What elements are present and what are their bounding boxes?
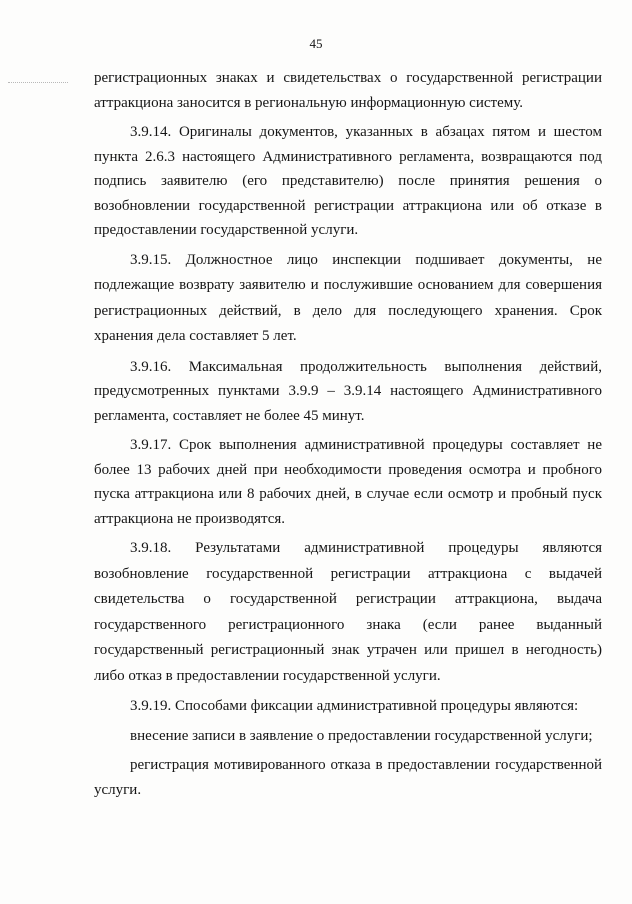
paragraph-continuation: регистрационных знаках и свидетельствах о государственной регистрации аттракциона заносится в региональную информационную систему. <box>94 70 602 111</box>
paragraph-3-9-14: 3.9.14. Оригиналы документов, указанных в абзацах пятом и шестом пункта 2.6.3 настоящего Административного регламента, возвращаются под подпись заявителю (его представителю) после принятия решения о возобновлении государственной регистрации аттракциона или об отказе в предоставлении государственной услуги. <box>94 124 602 238</box>
list-item-record-entry: внесение записи в заявление о предоставлении государственной услуги; <box>130 727 593 744</box>
scan-artifact <box>8 82 68 87</box>
list-item-refusal-registration: регистрация мотивированного отказа в предоставлении государственной услуги. <box>94 757 602 798</box>
paragraph-3-9-17: 3.9.17. Срок выполнения административной процедуры составляет не более 13 рабочих дней при необходимости проведения осмотра и пробного пуска аттракциона или 8 рабочих дней, в случае если осмотр и пробный пуск аттракциона не производятся. <box>94 437 602 527</box>
paragraph-3-9-15: 3.9.15. Должностное лицо инспекции подшивает документы, не подлежащие возврату заявителю и послужившие основанием для совершения регистрационных действий, в дело для последующего хранения. Срок хранения дела составляет 5 лет. <box>94 251 602 344</box>
paragraph-3-9-16: 3.9.16. Максимальная продолжительность выполнения действий, предусмотренных пунктами 3.9.9 – 3.9.14 настоящего Административного регламента, составляет не более 45 минут. <box>94 358 602 424</box>
page-number: 45 <box>309 36 323 51</box>
paragraph-3-9-18: 3.9.18. Результатами административной процедуры являются возобновление государственной регистрации аттракциона с выдачей свидетельства о государственной регистрации аттракциона, выдача государственного регистрационного знака (если ранее выданный государственный регистрационный знак утрачен или пришел в негодность) либо отказ в предоставлении государственной услуги. <box>94 540 602 684</box>
document-body <box>94 66 602 807</box>
paragraph-3-9-19: 3.9.19. Способами фиксации административной процедуры являются: <box>130 698 579 714</box>
